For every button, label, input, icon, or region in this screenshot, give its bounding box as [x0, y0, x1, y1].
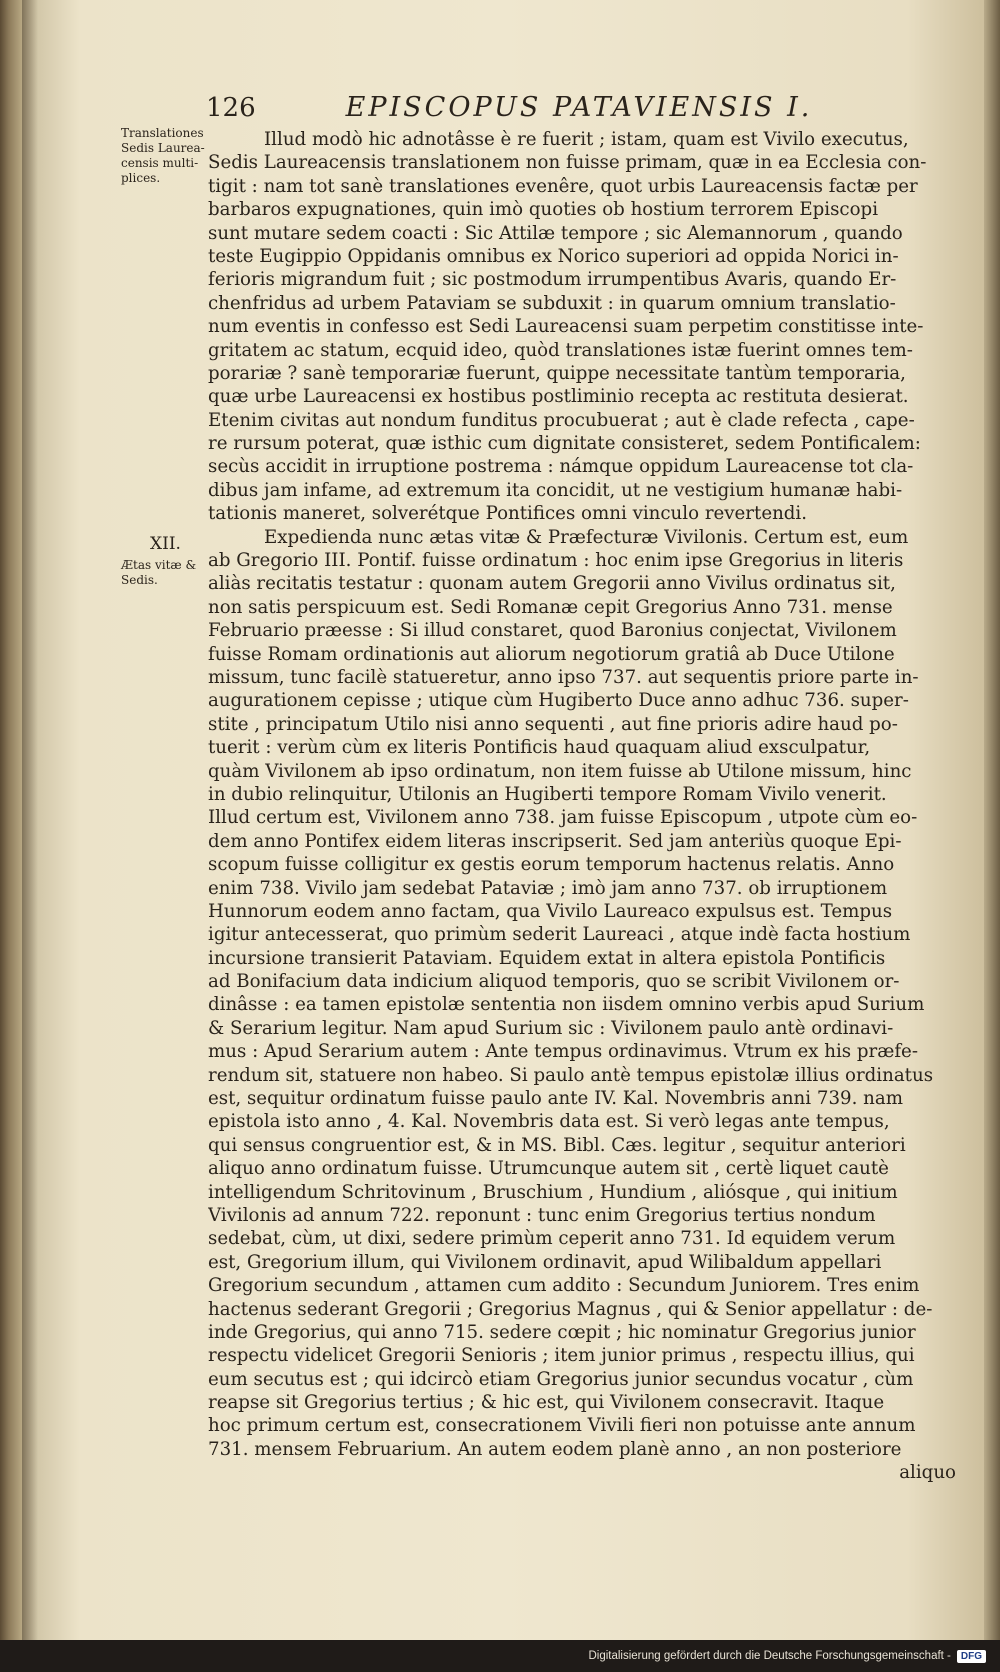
marginal-line: Translationes	[121, 126, 204, 140]
text-line: quàm Vivilonem ab ipso ordinatum, non item fuisse ab Utilone missum, hinc	[208, 760, 912, 782]
section-number: XII.	[150, 534, 181, 554]
text-line: gritatem ac statum, ecquid ideo, quòd translationes istæ fuerint omnes tem-	[208, 339, 913, 361]
text-line: 731. mensem Februarium. An autem eodem planè anno , an non posteriore	[208, 1438, 902, 1460]
text-line: quæ urbe Laureacensi ex hostibus postliminio recepta ac restituta desierat.	[208, 386, 909, 408]
text-line: aliquo anno ordinatum fuisse. Utrumcunque autem sit , certè liquet cautè	[208, 1158, 889, 1180]
dfg-logo: DFG	[957, 1650, 986, 1663]
text-line: dinâsse : ea tamen epistolæ sententia non iisdem omnino verbis apud Surium	[208, 994, 925, 1016]
text-line: est, sequitur ordinatum fuisse paulo ante IV. Kal. Novembris anni 739. nam	[208, 1088, 903, 1110]
text-line: scopum fuisse colligitur ex gestis eorum temporum hactenus relatis. Anno	[208, 854, 895, 876]
text-line: Illud certum est, Vivilonem anno 738. jam fuisse Episcopum , utpote cùm eo-	[208, 807, 918, 829]
marginal-note-aetas	[121, 558, 211, 588]
text-line: porariæ ? sanè temporariæ fuerunt, quippe necessitate tantùm temporaria,	[208, 362, 906, 384]
running-head	[206, 92, 986, 132]
text-line: enim 738. Vivilo jam sedebat Pataviæ ; imò jam anno 737. ob irruptionem	[208, 877, 888, 899]
gutter-shadow	[22, 0, 38, 1640]
text-line: dibus jam infame, ad extremum ita concidit, ut ne vestigium humanæ habi-	[208, 479, 903, 501]
text-line: sedebat, cùm, ut dixi, sedere primùm ceperit anno 731. Id equidem verum	[208, 1228, 896, 1250]
marginal-line: Ætas vitæ &	[121, 558, 197, 572]
text-line: tationis maneret, solverétque Pontifices omni vinculo revertendi.	[208, 503, 808, 525]
text-line: inde Gregorius, qui anno 715. sedere cœpit ; hic nominatur Gregorius junior	[208, 1321, 916, 1343]
text-line: augurationem cepisse ; utique cùm Hugiberto Duce anno adhuc 736. super-	[208, 690, 909, 712]
text-line: num eventis in confesso est Sedi Laureacensi suam perpetim constitisse inte-	[208, 316, 924, 338]
text-line: rendum sit, statuere non habeo. Si paulo antè tempus epistolæ illius ordinatus	[208, 1064, 934, 1086]
running-title: EPISCOPUS PATAVIENSIS I.	[345, 92, 813, 123]
text-line: chenfridus ad urbem Pataviam se subduxit : in quarum omnium translatio-	[208, 292, 896, 314]
text-line: fuisse Romam ordinationis aut aliorum negotiorum gratiâ ab Duce Utilone	[208, 643, 895, 665]
text-line: hactenus sederant Gregorii ; Gregorius Magnus , qui & Senior appellatur : de-	[208, 1298, 933, 1320]
text-line: mus : Apud Serarium autem : Ante tempus ordinavimus. Vtrum ex his præfe-	[208, 1041, 918, 1063]
digitization-footer	[0, 1640, 1000, 1672]
text-line: & Serarium legitur. Nam apud Surium sic : Vivilonem paulo antè ordinavi-	[208, 1017, 894, 1039]
text-line: Sedis Laureacensis translationem non fuisse primam, quæ in ea Ecclesia con-	[208, 152, 927, 174]
text-line: Gregorium secundum , attamen cum addito : Secundum Juniorem. Tres enim	[208, 1275, 920, 1297]
text-line: Expedienda nunc ætas vitæ & Præfecturæ Vivilonis. Certum est, eum	[264, 526, 909, 548]
page-edge-strip	[984, 0, 1000, 1640]
text-line: Vivilonis ad annum 722. reponunt : tunc enim Gregorius tertius nondum	[208, 1204, 876, 1226]
text-line: non satis perspicuum est. Sedi Romanæ cepit Gregorius Anno 731. mense	[208, 596, 893, 618]
marginal-note-translationes	[121, 126, 211, 186]
book-edge	[0, 0, 22, 1640]
text-line: missum, tunc facilè statueretur, anno ipso 737. aut sequentis priore parte in-	[208, 666, 919, 688]
text-line: aliquo	[899, 1462, 956, 1484]
text-line: dem anno Pontifex eidem literas inscripserit. Sed jam anteriùs quoque Epi-	[208, 830, 902, 852]
text-line: intelligendum Schritovinum , Bruschium , Hundium , aliósque , qui initium	[208, 1181, 898, 1203]
text-line: epistola isto anno , 4. Kal. Novembris data est. Si verò legas ante tempus,	[208, 1111, 890, 1133]
marginal-line: plices.	[121, 171, 161, 185]
text-line: in dubio relinquitur, Utilonis an Hugiberti tempore Romam Vivilo venerit.	[208, 783, 887, 805]
text-line: eum secutus est ; qui idcircò etiam Gregorius junior secundus vocatur , cùm	[208, 1368, 914, 1390]
text-line: qui sensus congruentior est, & in MS. Bibl. Cæs. legitur , sequitur anteriori	[208, 1134, 906, 1156]
text-line: hoc primum certum est, consecrationem Vivili fieri non potuisse ante annum	[208, 1415, 916, 1437]
text-line: Illud modò hic adnotâsse è re fuerit ; istam, quam est Vivilo executus,	[264, 129, 909, 150]
text-line: tigit : nam tot sanè translationes evenêre, quot urbis Laureacensis factæ per	[208, 175, 918, 197]
text-line: aliàs recitatis testatur : quonam autem Gregorii anno Vivilus ordinatus sit,	[208, 573, 896, 595]
marginal-line: Sedis.	[121, 573, 158, 587]
text-line: Hunnorum eodem anno factam, qua Vivilo Laureaco expulsus est. Tempus	[208, 900, 893, 922]
footer-credit: Digitalisierung gefördert durch die Deutsche Forschungsgemeinschaft -	[588, 1650, 951, 1662]
text-line: igitur antecesserat, quo primùm sederit Laureaci , atque indè facta hostium	[208, 924, 911, 946]
body-text	[208, 128, 956, 1485]
text-line: tuerit : verùm cùm ex literis Pontificis haud quaquam aliud exsculpatur,	[208, 737, 871, 759]
text-line: sunt mutare sedem coacti : Sic Attilæ tempore ; sic Alemannorum , quando	[208, 222, 903, 244]
text-line: ab Gregorio III. Pontif. fuisse ordinatum : hoc enim ipse Gregorius in literis	[208, 550, 904, 572]
marginal-line: censis multi-	[121, 156, 199, 170]
text-line: incursione transierit Pataviam. Equidem extat in altera epistola Pontificis	[208, 947, 886, 969]
marginal-line: Sedis Laurea-	[121, 141, 205, 155]
text-line: secùs accidit in irruptione postrema : námque oppidum Laureacense tot cla-	[208, 456, 914, 478]
text-line: ferioris migrandum fuit ; sic postmodum irrumpentibus Avaris, quando Er-	[208, 269, 897, 291]
text-line: barbaros expugnationes, quin imò quoties ob hostium terrorem Episcopi	[208, 199, 879, 221]
text-line: stite , principatum Utilo nisi anno sequenti , aut fine prioris adire haud po-	[208, 713, 898, 735]
text-line: respectu videlicet Gregorii Senioris ; item junior primus , respectu illius, qui	[208, 1345, 915, 1367]
text-line: re rursum poterat, quæ isthic cum dignitate consisteret, sedem Pontificalem:	[208, 433, 921, 455]
page-number: 126	[206, 93, 256, 123]
text-line: est, Gregorium illum, qui Vivilonem ordinavit, apud Wilibaldum appellari	[208, 1251, 882, 1273]
text-line: Februario præesse : Si illud constaret, quod Baronius conjectat, Vivilonem	[208, 620, 897, 642]
text-line: teste Eugippio Oppidanis omnibus ex Norico superiori ad oppida Norici in-	[208, 245, 899, 267]
text-line: ad Bonifacium data indicium aliquod temporis, quo se scribit Vivilonem or-	[208, 971, 900, 993]
text-line: Etenim civitas aut nondum funditus procubuerat ; aut è clade refecta , cape-	[208, 409, 915, 431]
text-line: reapse sit Gregorius tertius ; & hic est, qui Vivilonem consecravit. Itaque	[208, 1392, 885, 1414]
